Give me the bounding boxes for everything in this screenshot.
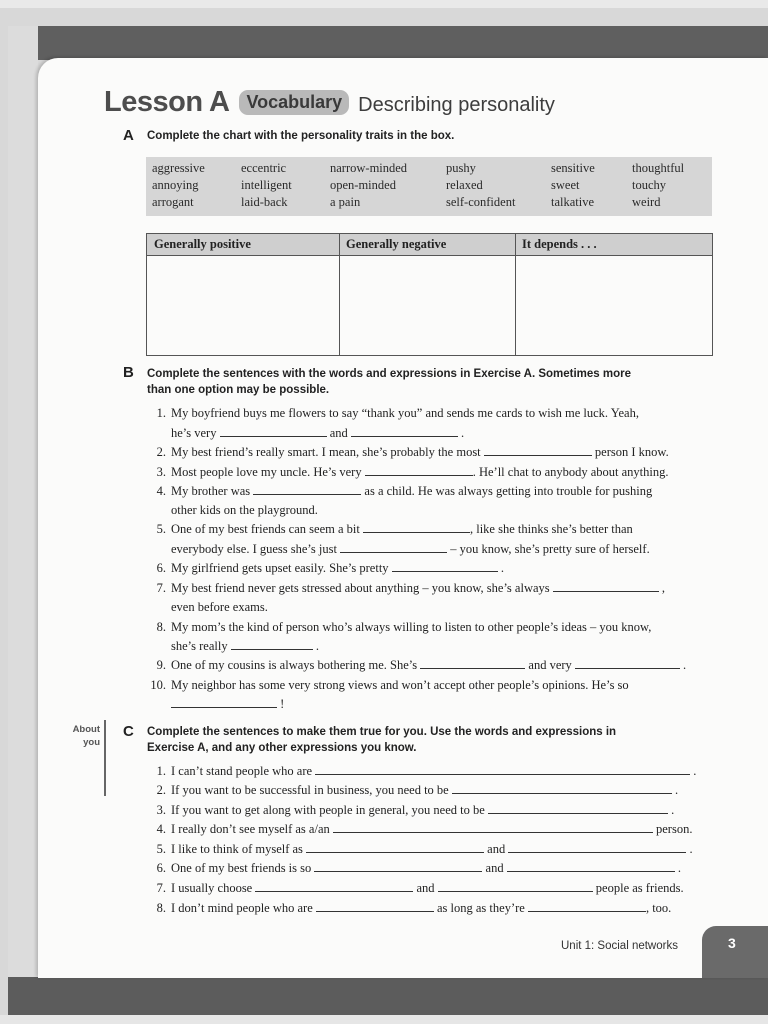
sentence-b4-line2: other kids on the playground.: [171, 503, 318, 517]
word: talkative: [551, 195, 595, 209]
answer-blank[interactable]: [452, 784, 672, 794]
section-b-letter: B: [123, 364, 134, 381]
word: pushy: [446, 161, 476, 175]
sentence-b10-line2: !: [171, 697, 284, 712]
answer-blank[interactable]: [508, 843, 686, 853]
word: self-confident: [446, 195, 516, 209]
answer-blank[interactable]: [507, 862, 675, 872]
word: open-minded: [330, 178, 396, 192]
scan-shadow-bottom: [8, 977, 768, 1015]
sentence-c2: 2. If you want to be successful in business, you need to be .: [156, 783, 679, 797]
section-c-instruction-2: Exercise A, and any other expressions you know.: [147, 742, 417, 754]
word: eccentric: [241, 161, 287, 175]
answer-blank[interactable]: [363, 523, 470, 533]
sentence-b1-line2: he’s very and .: [171, 426, 465, 440]
word: narrow-minded: [330, 161, 408, 175]
answer-blank[interactable]: [575, 659, 680, 669]
answer-blank[interactable]: [316, 902, 434, 912]
section-c-letter: C: [123, 723, 134, 740]
sentence-b8: 8. My mom’s the kind of person who’s always willing to listen to other people’s ideas – you know,: [156, 620, 652, 634]
word: laid-back: [241, 195, 288, 209]
sentence-c4: 4. I really don’t see myself as a/an person.: [156, 822, 693, 836]
chart-header-positive: Generally positive: [147, 234, 339, 256]
sentence-b3: 3. Most people love my uncle. He’s very . He’ll chat to anybody about anything.: [156, 465, 669, 479]
lesson-subtitle: Describing personality: [358, 94, 555, 116]
sentence-b7: 7. My best friend never gets stressed about anything – you know, she’s always ,: [156, 581, 666, 595]
sentence-b4: 4. My brother was as a child. He was always getting into trouble for pushing: [156, 484, 653, 498]
sentence-c1: 1. I can’t stand people who are .: [156, 764, 697, 778]
word: relaxed: [446, 178, 483, 192]
answer-blank[interactable]: [314, 862, 482, 872]
section-b-instruction-1: Complete the sentences with the words and expressions in Exercise A. Sometimes more: [147, 368, 632, 380]
answer-blank[interactable]: [351, 427, 458, 437]
sentence-c6: 6. One of my best friends is so and .: [156, 861, 681, 875]
answer-blank[interactable]: [315, 765, 690, 775]
answer-blank[interactable]: [488, 804, 668, 814]
vocabulary-pill: Vocabulary: [239, 90, 349, 115]
sentence-b2: 2. My best friend’s really smart. I mean, she’s probably the most person I know.: [156, 445, 669, 459]
chart-divider: [515, 234, 516, 355]
sentence-b9: 9. One of my cousins is always bothering me. She’s and very .: [156, 658, 687, 672]
answer-blank[interactable]: [253, 485, 361, 495]
sentence-b8-line2: she’s really .: [171, 639, 319, 653]
answer-blank[interactable]: [392, 562, 498, 572]
sentence-c5: 5. I like to think of myself as and .: [156, 842, 693, 856]
word: arrogant: [152, 195, 194, 209]
page-number-tab: [702, 926, 768, 978]
sentence-b10: 10. My neighbor has some very strong views and won’t accept other people’s opinions. He’s so: [150, 678, 629, 692]
about-you-bar: [104, 720, 106, 796]
answer-blank[interactable]: [484, 446, 592, 456]
section-a-instruction: Complete the chart with the personality traits in the box.: [147, 130, 455, 142]
answer-blank[interactable]: [553, 582, 659, 592]
answer-blank[interactable]: [420, 659, 525, 669]
scan-edge-bottom: [0, 1015, 768, 1024]
word: thoughtful: [632, 161, 685, 175]
sentence-c3: 3. If you want to get along with people in general, you need to be .: [156, 803, 675, 817]
word: sweet: [551, 178, 580, 192]
sentence-b1: 1. My boyfriend buys me flowers to say “thank you” and sends me cards to wish me luck. Yeah,: [156, 406, 639, 420]
sentence-b5: 5. One of my best friends can seem a bit , like she thinks she’s better than: [156, 522, 633, 536]
answer-blank[interactable]: [528, 902, 646, 912]
sentence-b5-line2: everybody else. I guess she’s just – you know, she’s pretty sure of herself.: [171, 542, 650, 556]
answer-blank[interactable]: [231, 640, 313, 650]
word: sensitive: [551, 161, 595, 175]
sentence-b6: 6. My girlfriend gets upset easily. She’s pretty .: [156, 561, 504, 575]
unit-footer: Unit 1: Social networks: [561, 940, 678, 952]
chart-header-depends: It depends . . .: [515, 234, 712, 256]
scan-edge-top: [0, 0, 768, 8]
answer-blank[interactable]: [365, 466, 473, 476]
answer-blank[interactable]: [220, 427, 327, 437]
chart-header-negative: Generally negative: [339, 234, 515, 256]
section-c-instruction-1: Complete the sentences to make them true for you. Use the words and expressions in: [147, 726, 617, 738]
about-you-label: About you: [72, 724, 100, 748]
word: annoying: [152, 178, 199, 192]
answer-blank[interactable]: [306, 843, 484, 853]
lesson-heading: [104, 86, 555, 120]
lesson-title: Lesson A: [104, 86, 230, 118]
answer-blank[interactable]: [171, 698, 277, 708]
answer-blank[interactable]: [255, 882, 413, 892]
scan-shadow-top: [8, 26, 768, 60]
word: aggressive: [152, 161, 205, 175]
sentence-b7-line2: even before exams.: [171, 600, 268, 614]
word: weird: [632, 195, 661, 209]
chart-divider: [339, 234, 340, 355]
personality-chart: [146, 233, 713, 356]
section-b-instruction-2: than one option may be possible.: [147, 384, 330, 396]
word: intelligent: [241, 178, 292, 192]
word: a pain: [330, 195, 361, 209]
scan-shadow-left: [8, 26, 38, 986]
answer-blank[interactable]: [438, 882, 593, 892]
answer-blank[interactable]: [333, 823, 653, 833]
sentence-c8: 8. I don’t mind people who are as long as they’re , too.: [156, 901, 672, 915]
word: touchy: [632, 178, 667, 192]
section-a-letter: A: [123, 127, 134, 144]
sentence-c7: 7. I usually choose and people as friends.: [156, 881, 684, 895]
answer-blank[interactable]: [340, 543, 447, 553]
word-box: [146, 157, 712, 216]
page-number: 3: [728, 935, 736, 951]
